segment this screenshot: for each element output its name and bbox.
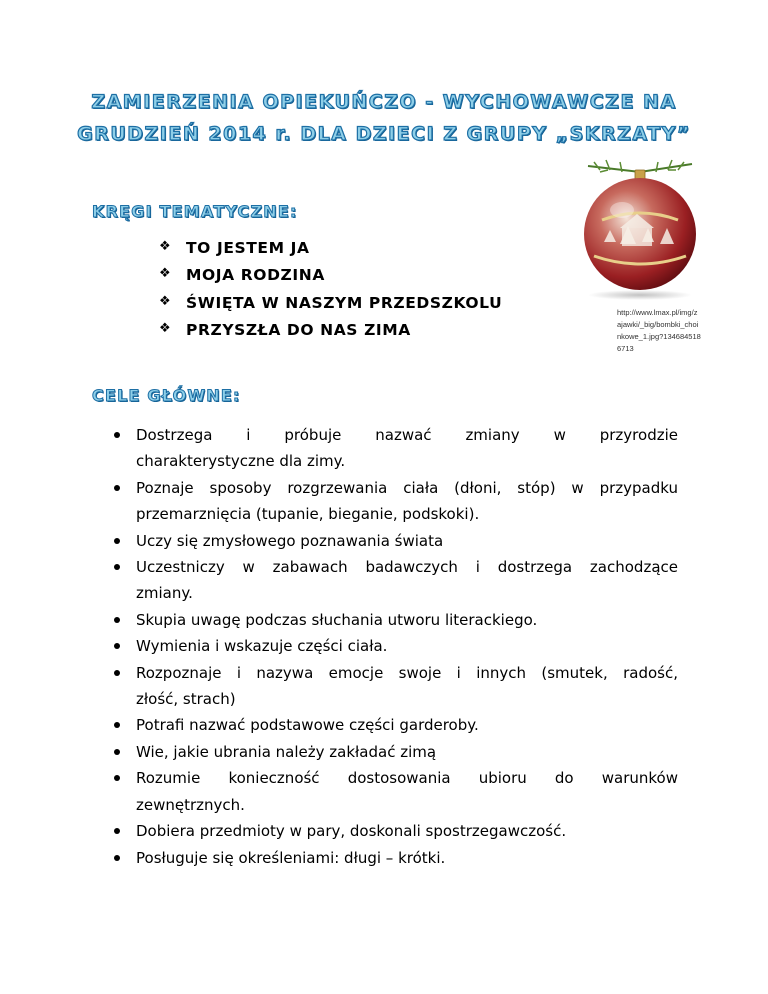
bullet-icon — [114, 617, 120, 623]
bullet-icon — [114, 485, 120, 491]
bullet-icon — [114, 643, 120, 649]
goal-text: Skupia uwagę podczas słuchania utworu literackiego. — [136, 610, 538, 629]
topic-label: ŚWIĘTA W NASZYM PRZEDSZKOLU — [186, 293, 503, 312]
list-item — [112, 422, 678, 475]
cele-heading: CELE GŁÓWNE: — [92, 386, 241, 405]
topic-label: PRZYSZŁA DO NAS ZIMA — [186, 321, 411, 340]
list-item — [112, 845, 678, 871]
bullet-icon — [114, 855, 120, 861]
bullet-icon — [114, 722, 120, 728]
goal-text: Rozumie konieczność dostosowania ubioru do warunków — [136, 769, 678, 788]
diamond-bullet-icon — [160, 242, 172, 254]
image-credit: http://www.lmax.pl/img/zajawki/_big/bombki_choinkowe_1.jpg?1346845186713 — [617, 308, 701, 353]
list-item — [112, 818, 678, 844]
list-item — [160, 317, 502, 345]
goals-list — [112, 422, 678, 871]
list-item — [112, 712, 678, 738]
goal-text: Posługuje się określeniami: długi – krótki. — [136, 848, 446, 867]
bullet-icon — [114, 432, 120, 438]
list-item — [112, 607, 678, 633]
page-title — [60, 86, 708, 150]
goal-text: Rozpoznaje i nazywa emocje swoje i innych (smutek, radość, — [136, 663, 678, 682]
goal-text: Poznaje sposoby rozgrzewania ciała (dłoni, stóp) w przypadku — [136, 478, 678, 497]
list-item — [160, 262, 502, 290]
list-item — [112, 765, 678, 818]
christmas-bauble-icon — [580, 158, 700, 303]
diamond-bullet-icon — [160, 297, 172, 309]
kregi-heading: KRĘGI TEMATYCZNE: — [92, 202, 298, 221]
goal-text-continued: zewnętrznych. — [136, 795, 245, 814]
goal-text-continued: przemarznięcia (tupanie, bieganie, podskoki). — [136, 505, 480, 524]
goal-text: Dobiera przedmioty w pary, doskonali spostrzegawczość. — [136, 822, 567, 841]
goal-text-continued: zmiany. — [136, 584, 193, 603]
topic-label: TO JESTEM JA — [186, 238, 310, 257]
list-item — [160, 289, 502, 317]
goal-text: Uczy się zmysłowego poznawania świata — [136, 531, 444, 550]
goal-text: Dostrzega i próbuje nazwać zmiany w przyrodzie — [136, 426, 678, 444]
title-line-2: GRUDZIEŃ 2014 r. DLA DZIECI Z GRUPY „SKRZATY” — [77, 123, 691, 145]
list-item — [112, 528, 678, 554]
bullet-icon — [114, 828, 120, 834]
bullet-icon — [114, 749, 120, 755]
bullet-icon — [114, 670, 120, 676]
topics-list — [160, 234, 502, 344]
bullet-icon — [114, 775, 120, 781]
diamond-bullet-icon — [160, 324, 172, 336]
list-item — [112, 475, 678, 528]
goal-text: Wie, jakie ubrania należy zakładać zimą — [136, 742, 437, 761]
bullet-icon — [114, 538, 120, 544]
list-item — [160, 234, 502, 262]
goal-text-continued: złość, strach) — [136, 690, 236, 709]
diamond-bullet-icon — [160, 269, 172, 281]
bullet-icon — [114, 564, 120, 570]
title-line-1: ZAMIERZENIA OPIEKUŃCZO - WYCHOWAWCZE NA — [91, 91, 677, 113]
list-item — [112, 739, 678, 765]
list-item — [112, 633, 678, 659]
topic-label: MOJA RODZINA — [186, 266, 325, 285]
list-item — [112, 554, 678, 607]
goal-text: Potrafi nazwać podstawowe części garderoby. — [136, 716, 479, 735]
list-item — [112, 660, 678, 713]
goal-text: Uczestniczy w zabawach badawczych i dostrzega zachodzące — [136, 558, 678, 577]
goal-text-continued: charakterystyczne dla zimy. — [136, 452, 346, 471]
goal-text: Wymienia i wskazuje części ciała. — [136, 637, 388, 656]
